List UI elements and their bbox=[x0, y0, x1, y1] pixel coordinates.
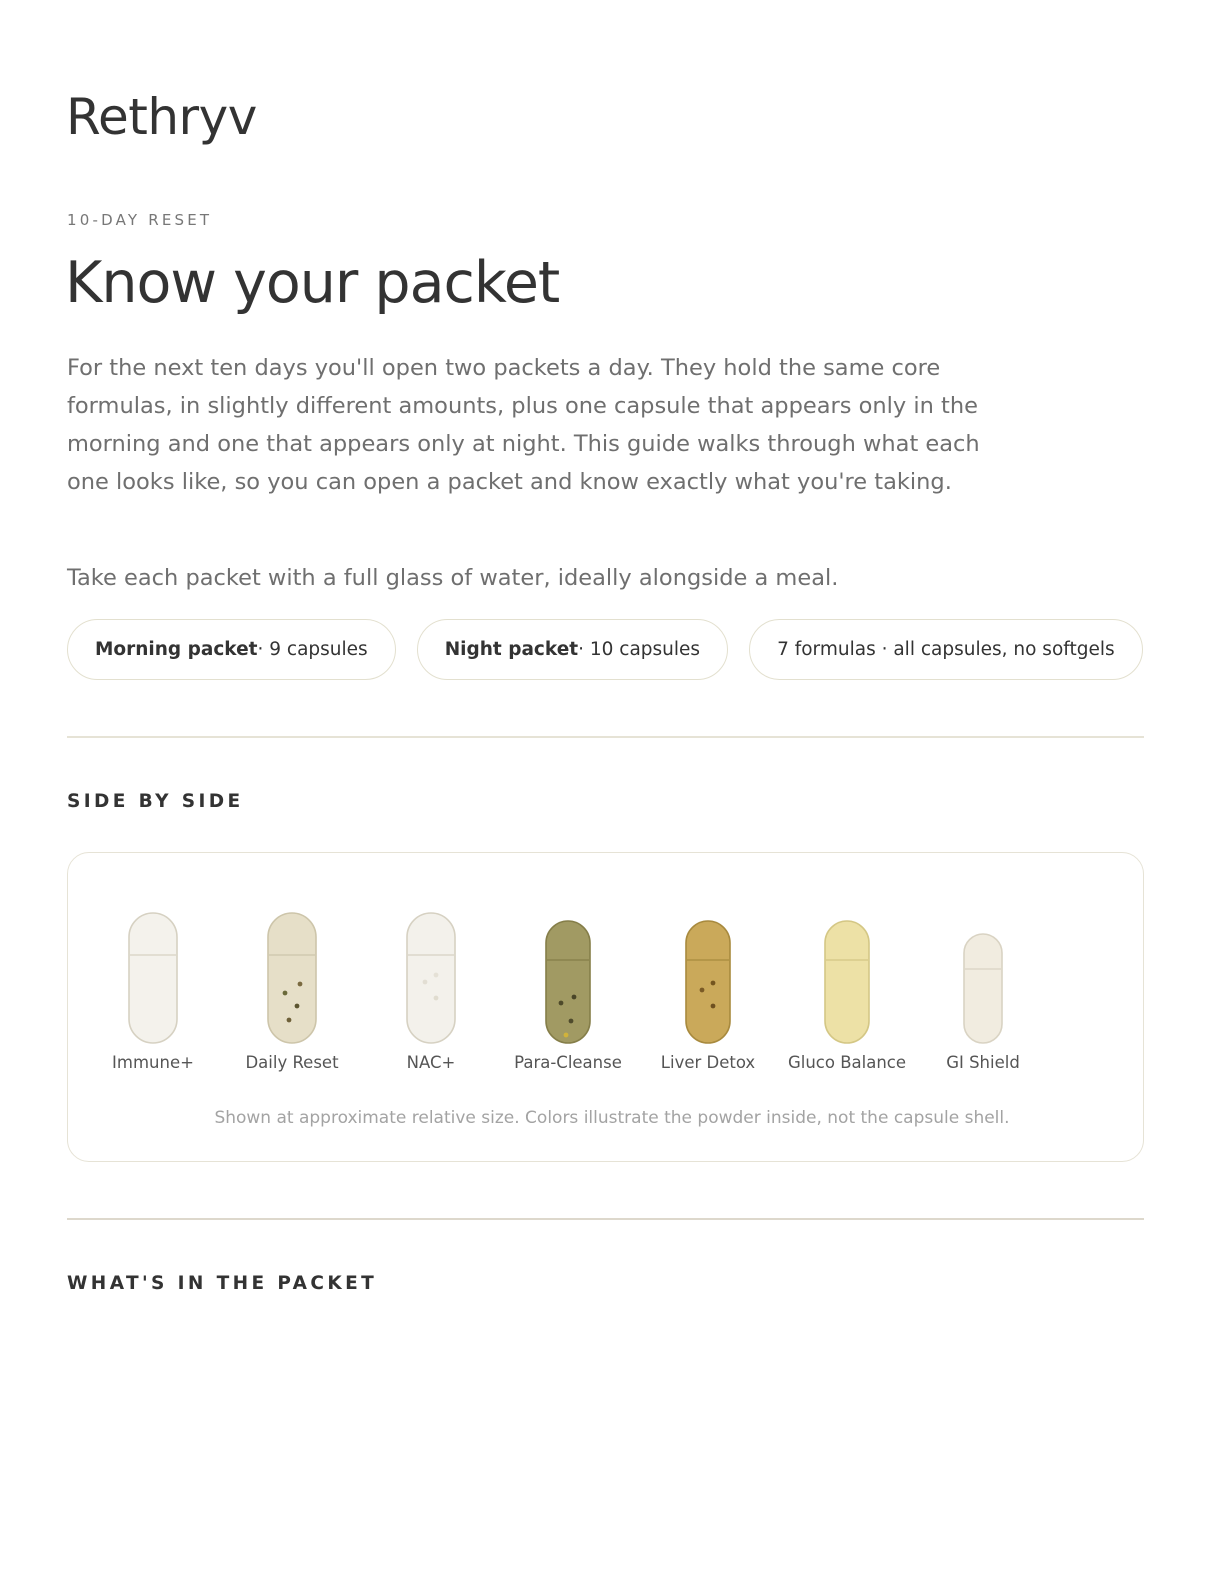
capsule-label: Gluco Balance bbox=[787, 1053, 907, 1072]
page-title: Know your packet bbox=[65, 250, 560, 316]
section-title-whats-in-packet: WHAT'S IN THE PACKET bbox=[67, 1273, 378, 1294]
pill-morning-packet bbox=[67, 619, 396, 680]
capsule-label: Daily Reset bbox=[245, 1053, 339, 1072]
pill-night-label: Night packet bbox=[444, 639, 579, 660]
capsule-label: Immune+ bbox=[112, 1053, 194, 1072]
capsule-label: NAC+ bbox=[406, 1053, 456, 1072]
divider bbox=[67, 1218, 1144, 1220]
pill-formulas-detail: 7 formulas · all capsules, no softgels bbox=[777, 639, 1115, 660]
capsule-label: Para-Cleanse bbox=[514, 1053, 622, 1072]
pill-formulas bbox=[749, 619, 1143, 680]
section-title-side-by-side: SIDE BY SIDE bbox=[67, 791, 244, 812]
pill-morning-label: Morning packet bbox=[95, 639, 258, 660]
intro-paragraph: For the next ten days you'll open two packets a day. They hold the same core formulas, in slightly different amounts, plus one capsule that appears only in the morning and one that appears only at night. This guide walks through what each one looks like, so you can open a packet and know exactly what you're taking. bbox=[67, 355, 980, 495]
pill-night-packet bbox=[417, 619, 728, 680]
pill-morning-detail: · 9 capsules bbox=[257, 639, 368, 660]
pill-night-detail: · 10 capsules bbox=[578, 639, 701, 660]
eyebrow-label: 10-DAY RESET bbox=[67, 211, 213, 229]
divider bbox=[67, 736, 1144, 738]
capsule-caption: Shown at approximate relative size. Colors illustrate the powder inside, not the capsule shell. bbox=[214, 1108, 1010, 1128]
capsule-label: GI Shield bbox=[946, 1053, 1020, 1072]
packet-summary-pills bbox=[67, 619, 1143, 680]
instructions-paragraph: Take each packet with a full glass of water, ideally alongside a meal. bbox=[67, 565, 839, 591]
capsule-label: Liver Detox bbox=[660, 1053, 756, 1072]
brand-logo: Rethryv bbox=[66, 88, 257, 146]
